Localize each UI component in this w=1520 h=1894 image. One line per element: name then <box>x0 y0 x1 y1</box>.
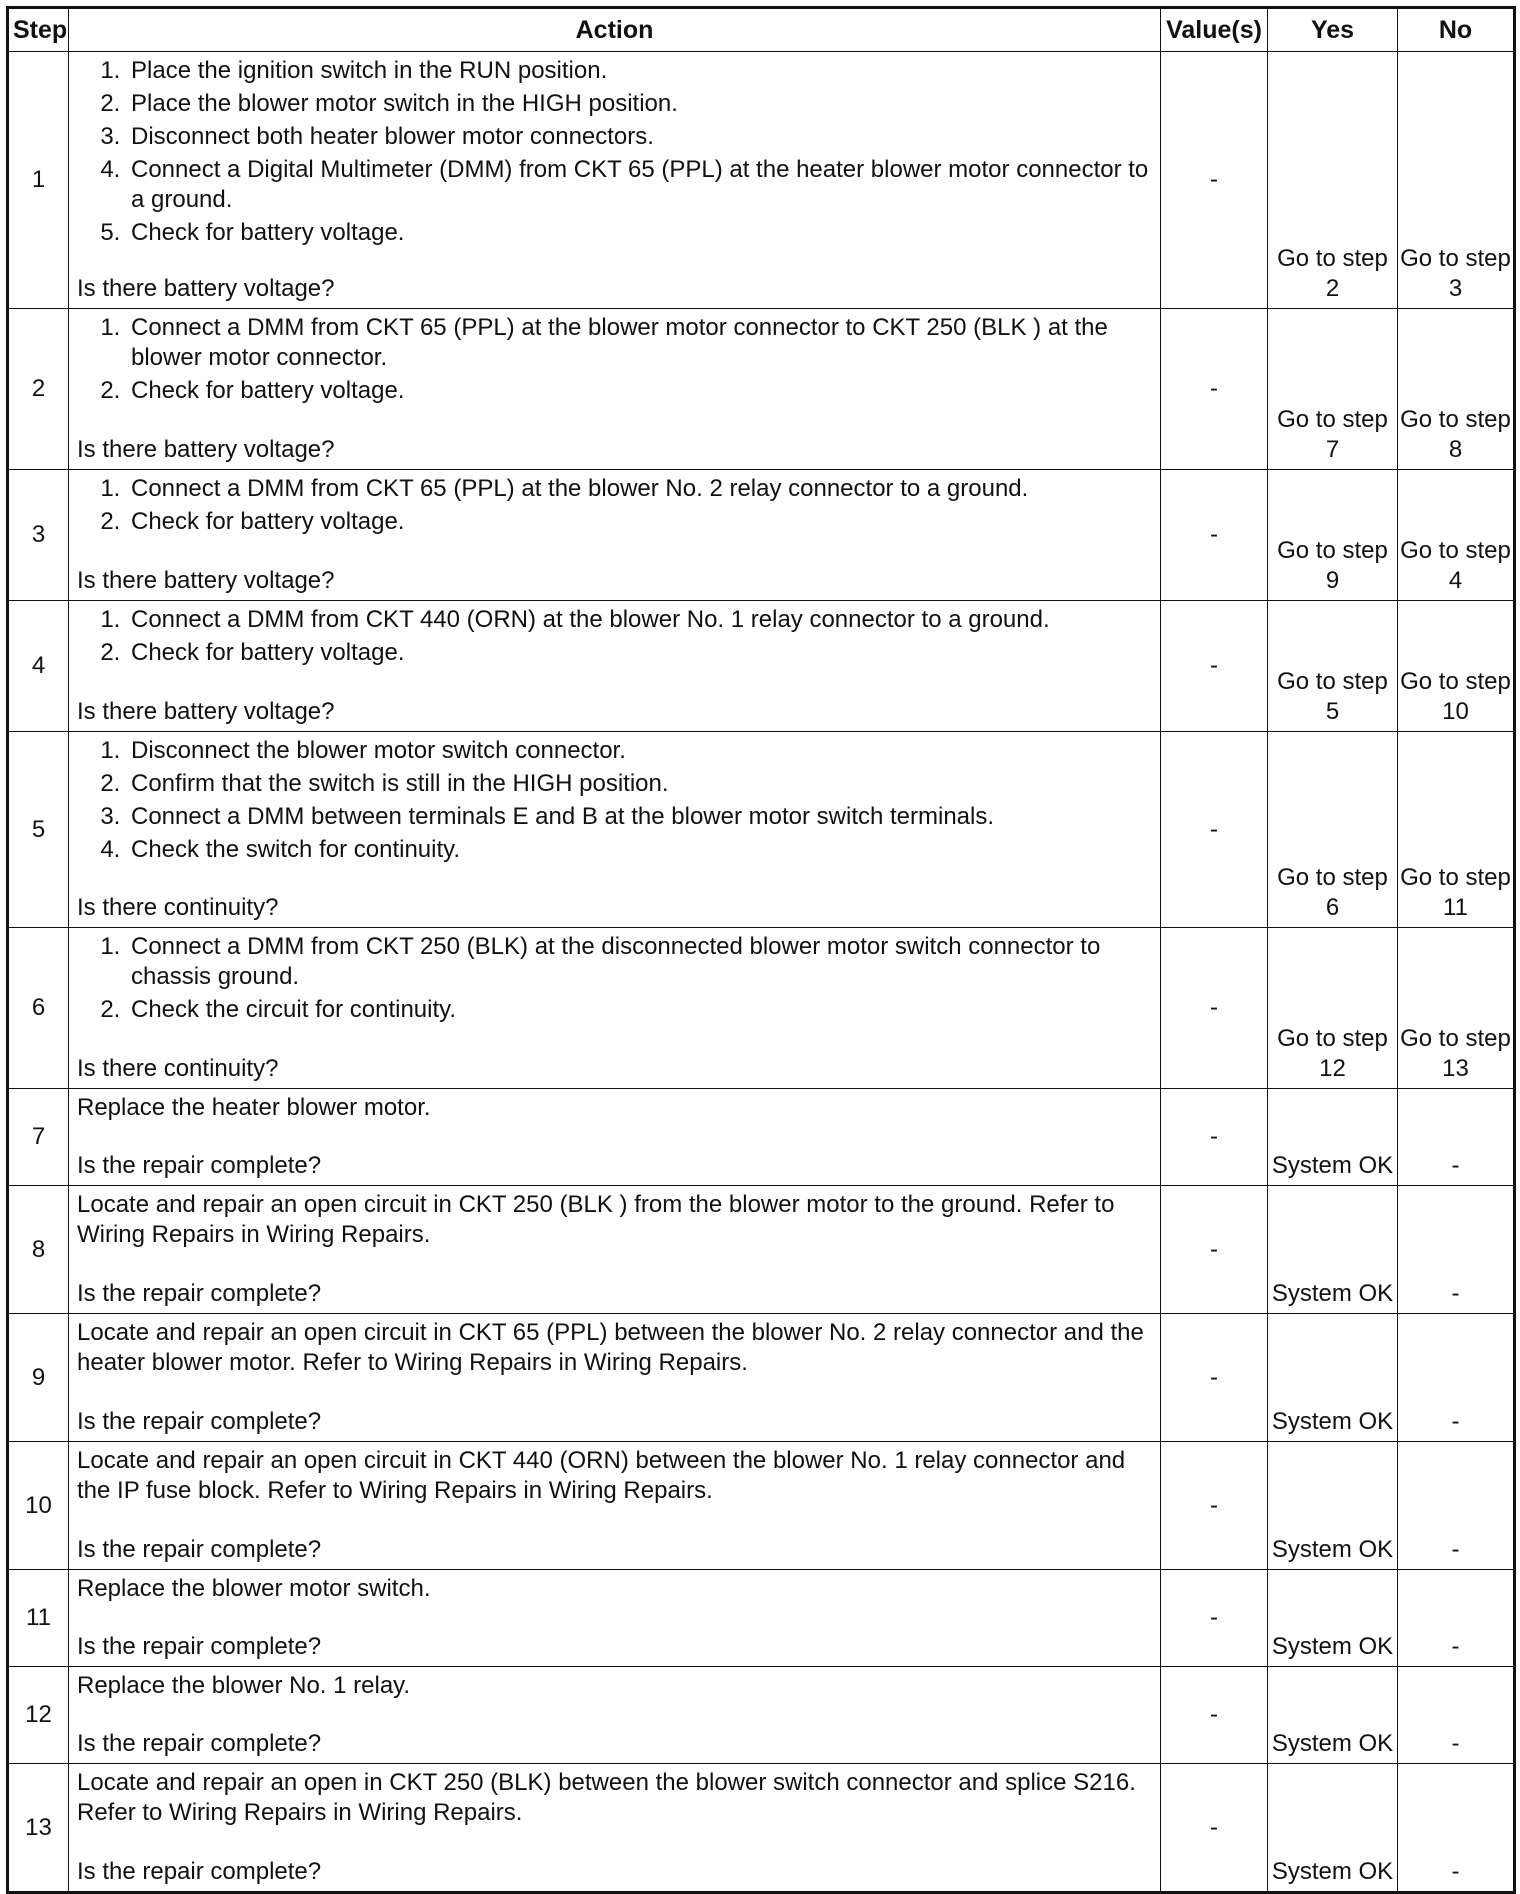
value-cell: - <box>1161 1570 1268 1667</box>
action-cell <box>69 732 1161 928</box>
step-number: 9 <box>8 1314 69 1442</box>
no-cell: Go to step 3 <box>1398 52 1515 309</box>
action-text: Locate and repair an open circuit in CKT 250 (BLK ) from the blower motor to the ground. Refer to Wiring Repairs in Wiring Repairs. <box>77 1191 1115 1248</box>
yes-cell: Go to step 6 <box>1268 732 1398 928</box>
action-cell <box>69 1442 1161 1570</box>
header-step: Step <box>8 8 69 52</box>
table-row <box>8 1667 1515 1764</box>
table-row <box>8 52 1515 309</box>
action-step-item: 2. Check the circuit for continuity. <box>127 995 1152 1025</box>
table-row <box>8 1089 1515 1186</box>
yes-cell: System OK <box>1268 1570 1398 1667</box>
action-step-item: 4. Check the switch for continuity. <box>127 835 1152 865</box>
step-number: 11 <box>8 1570 69 1667</box>
table-row <box>8 1314 1515 1442</box>
table-row <box>8 1186 1515 1314</box>
action-step-item: 1. Connect a DMM from CKT 65 (PPL) at the blower No. 2 relay connector to a ground. <box>127 474 1152 504</box>
action-question: Is the repair complete? <box>77 1633 322 1660</box>
no-cell: Go to step 11 <box>1398 732 1515 928</box>
yes-cell: System OK <box>1268 1442 1398 1570</box>
no-cell: Go to step 13 <box>1398 928 1515 1089</box>
yes-cell: System OK <box>1268 1314 1398 1442</box>
action-step-item: 2. Confirm that the switch is still in the HIGH position. <box>127 769 1152 799</box>
step-number: 4 <box>8 601 69 732</box>
action-question: Is there continuity? <box>77 1055 279 1082</box>
yes-cell: System OK <box>1268 1667 1398 1764</box>
step-number: 2 <box>8 309 69 470</box>
value-cell: - <box>1161 1186 1268 1314</box>
yes-cell: System OK <box>1268 1089 1398 1186</box>
header-action: Action <box>69 8 1161 52</box>
value-cell: - <box>1161 928 1268 1089</box>
action-step-item: 3. Disconnect both heater blower motor connectors. <box>127 122 1152 152</box>
action-step-item: 4. Connect a Digital Multimeter (DMM) from CKT 65 (PPL) at the heater blower motor connector to a ground. <box>127 155 1152 215</box>
action-question: Is there battery voltage? <box>77 275 335 302</box>
step-number: 12 <box>8 1667 69 1764</box>
action-step-item: 2. Check for battery voltage. <box>127 507 1152 537</box>
value-cell: - <box>1161 1667 1268 1764</box>
action-step-item: 2. Check for battery voltage. <box>127 376 1152 406</box>
step-number: 10 <box>8 1442 69 1570</box>
table-row <box>8 601 1515 732</box>
action-question: Is the repair complete? <box>77 1280 322 1307</box>
step-number: 8 <box>8 1186 69 1314</box>
value-cell: - <box>1161 1442 1268 1570</box>
no-cell: - <box>1398 1667 1515 1764</box>
step-number: 5 <box>8 732 69 928</box>
table-row <box>8 1764 1515 1893</box>
header-yes: Yes <box>1268 8 1398 52</box>
action-question: Is the repair complete? <box>77 1536 322 1563</box>
yes-cell: Go to step 7 <box>1268 309 1398 470</box>
action-step-item: 1. Place the ignition switch in the RUN position. <box>127 56 1152 86</box>
value-cell: - <box>1161 52 1268 309</box>
action-steps <box>69 601 1160 668</box>
no-cell: - <box>1398 1186 1515 1314</box>
step-number: 13 <box>8 1764 69 1893</box>
action-cell <box>69 1186 1161 1314</box>
action-question: Is the repair complete? <box>77 1858 322 1885</box>
diagnostic-table <box>6 6 1516 1894</box>
value-cell: - <box>1161 1314 1268 1442</box>
yes-cell: Go to step 12 <box>1268 928 1398 1089</box>
action-step-item: 1. Connect a DMM from CKT 250 (BLK) at the disconnected blower motor switch connector to chassis ground. <box>127 932 1152 992</box>
action-text: Locate and repair an open circuit in CKT 65 (PPL) between the blower No. 2 relay connector and the heater blower motor. Refer to Wiring Repairs in Wiring Repairs. <box>77 1319 1144 1376</box>
diagnostic-table-sheet <box>6 6 1513 1888</box>
table-row <box>8 1442 1515 1570</box>
action-cell <box>69 1089 1161 1186</box>
action-question: Is there battery voltage? <box>77 698 335 725</box>
action-step-item: 1. Connect a DMM from CKT 65 (PPL) at the blower motor connector to CKT 250 (BLK ) at the blower motor connector. <box>127 313 1152 373</box>
value-cell: - <box>1161 309 1268 470</box>
header-no: No <box>1398 8 1515 52</box>
no-cell: Go to step 4 <box>1398 470 1515 601</box>
no-cell: Go to step 8 <box>1398 309 1515 470</box>
yes-cell: Go to step 9 <box>1268 470 1398 601</box>
action-cell <box>69 470 1161 601</box>
table-row <box>8 309 1515 470</box>
no-cell: - <box>1398 1570 1515 1667</box>
no-cell: - <box>1398 1314 1515 1442</box>
action-step-item: 2. Place the blower motor switch in the HIGH position. <box>127 89 1152 119</box>
yes-cell: System OK <box>1268 1764 1398 1893</box>
table-row <box>8 928 1515 1089</box>
value-cell: - <box>1161 470 1268 601</box>
yes-cell: System OK <box>1268 1186 1398 1314</box>
action-question: Is there continuity? <box>77 894 279 921</box>
action-steps <box>69 52 1160 248</box>
header-values: Value(s) <box>1161 8 1268 52</box>
action-text: Locate and repair an open circuit in CKT 440 (ORN) between the blower No. 1 relay connector and the IP fuse block. Refer to Wiring Repairs in Wiring Repairs. <box>77 1447 1126 1504</box>
action-text: Replace the heater blower motor. <box>77 1094 431 1121</box>
action-steps <box>69 309 1160 406</box>
action-step-item: 1. Disconnect the blower motor switch connector. <box>127 736 1152 766</box>
action-cell <box>69 309 1161 470</box>
action-steps <box>69 928 1160 1025</box>
table-row <box>8 732 1515 928</box>
action-question: Is the repair complete? <box>77 1730 322 1757</box>
action-text: Replace the blower No. 1 relay. <box>77 1672 411 1699</box>
no-cell: - <box>1398 1089 1515 1186</box>
action-step-item: 3. Connect a DMM between terminals E and B at the blower motor switch terminals. <box>127 802 1152 832</box>
action-text: Replace the blower motor switch. <box>77 1575 431 1602</box>
value-cell: - <box>1161 1764 1268 1893</box>
value-cell: - <box>1161 732 1268 928</box>
action-cell <box>69 52 1161 309</box>
action-question: Is the repair complete? <box>77 1408 322 1435</box>
action-question: Is there battery voltage? <box>77 567 335 594</box>
yes-cell: Go to step 2 <box>1268 52 1398 309</box>
table-header-row <box>8 8 1515 52</box>
action-step-item: 2. Check for battery voltage. <box>127 638 1152 668</box>
action-cell <box>69 1764 1161 1893</box>
action-text: Locate and repair an open in CKT 250 (BLK) between the blower switch connector and splice S216. Refer to Wiring Repairs in Wiring Repairs. <box>77 1769 1136 1826</box>
step-number: 3 <box>8 470 69 601</box>
action-cell <box>69 928 1161 1089</box>
step-number: 1 <box>8 52 69 309</box>
action-cell <box>69 601 1161 732</box>
action-steps <box>69 470 1160 537</box>
step-number: 7 <box>8 1089 69 1186</box>
table-row <box>8 1570 1515 1667</box>
action-step-item: 1. Connect a DMM from CKT 440 (ORN) at the blower No. 1 relay connector to a ground. <box>127 605 1152 635</box>
action-steps <box>69 732 1160 865</box>
action-cell <box>69 1667 1161 1764</box>
value-cell: - <box>1161 601 1268 732</box>
action-question: Is the repair complete? <box>77 1152 322 1179</box>
table-row <box>8 470 1515 601</box>
no-cell: Go to step 10 <box>1398 601 1515 732</box>
step-number: 6 <box>8 928 69 1089</box>
action-step-item: 5. Check for battery voltage. <box>127 218 1152 248</box>
yes-cell: Go to step 5 <box>1268 601 1398 732</box>
value-cell: - <box>1161 1089 1268 1186</box>
no-cell: - <box>1398 1764 1515 1893</box>
action-cell <box>69 1314 1161 1442</box>
no-cell: - <box>1398 1442 1515 1570</box>
action-cell <box>69 1570 1161 1667</box>
action-question: Is there battery voltage? <box>77 436 335 463</box>
